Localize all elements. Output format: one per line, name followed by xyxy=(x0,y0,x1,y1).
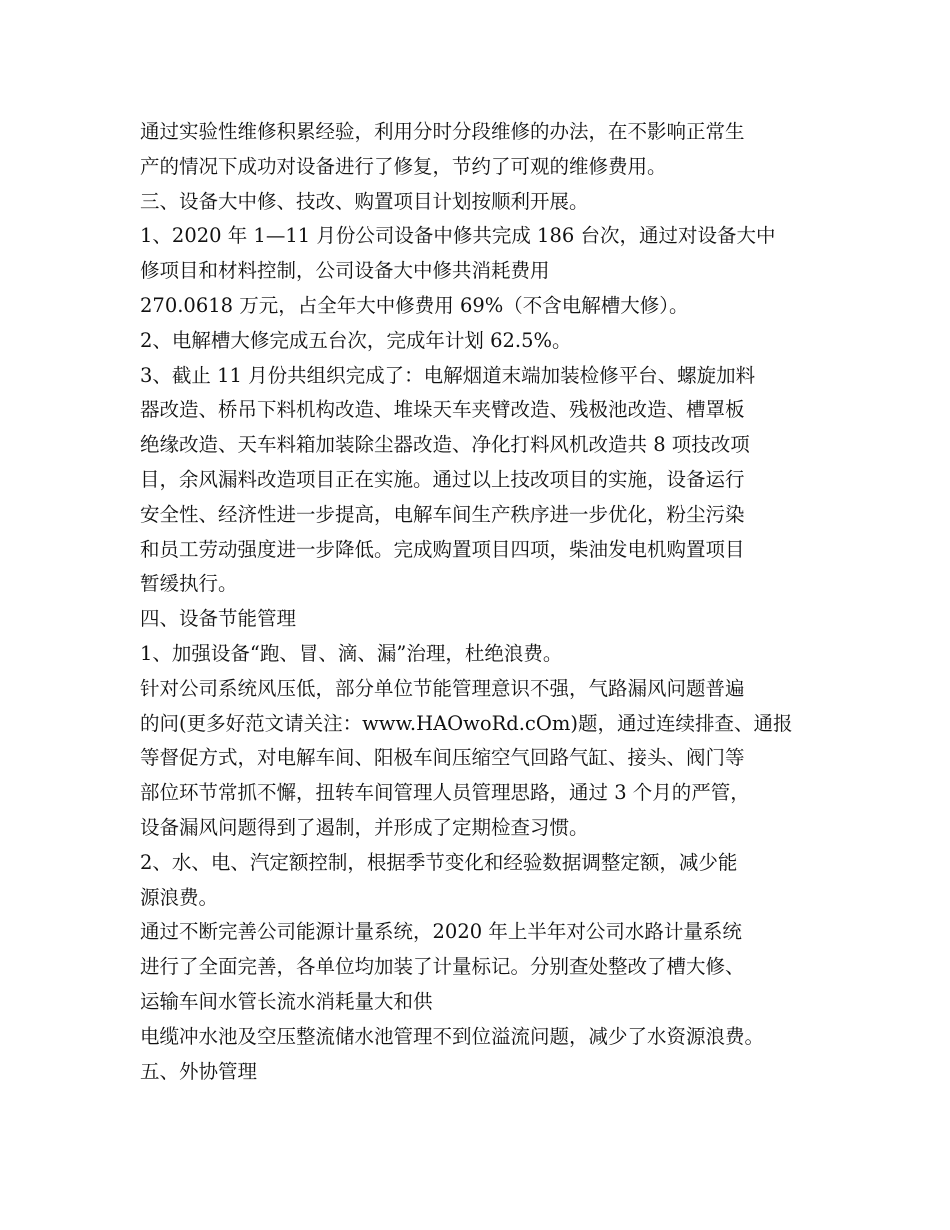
text-line: 安全性、经济性进一步提高，电解车间生产秩序进一步优化，粉尘污染 xyxy=(140,502,745,526)
text-line: 1、加强设备“跑、冒、滴、漏”治理，杜绝浪费。 xyxy=(140,641,563,665)
text-line: 目，余风漏料改造项目正在实施。通过以上技改项目的实施，设备运行 xyxy=(140,467,745,491)
text-line: 通过实验性维修积累经验，利用分时分段维修的办法，在不影响正常生 xyxy=(140,120,745,143)
text-line: 电缆冲水池及空压整流储水池管理不到位溢流问题，减少了水资源浪费。 xyxy=(140,1024,765,1048)
text-line: 修项目和材料控制，公司设备大中修共消耗费用 xyxy=(140,259,550,283)
text-line: 和员工劳动强度进一步降低。完成购置项目四项，柴油发电机购置项目 xyxy=(140,537,745,561)
text-line: 1、2020 年 1—11 月份公司设备中修共完成 186 台次，通过对设备大中 xyxy=(140,224,776,248)
text-line: 设备漏风问题得到了遏制，并形成了定期检查习惯。 xyxy=(140,815,589,839)
text-line: 器改造、桥吊下料机构改造、堆垛天车夹臂改造、残极池改造、槽罩板 xyxy=(140,398,745,422)
document-body xyxy=(140,115,840,1089)
text-line: 2、电解槽大修完成五台次，完成年计划 62.5%。 xyxy=(140,328,572,352)
section-heading: 三、设备大中修、技改、购置项目计划按顺利开展。 xyxy=(140,189,589,213)
text-line: 通过不断完善公司能源计量系统，2020 年上半年对公司水路计量系统 xyxy=(140,920,742,944)
text-line: 等督促方式，对电解车间、阳极车间压缩空气回路气缸、接头、阀门等 xyxy=(140,746,745,770)
text-line: 3、截止 11 月份共组织完成了：电解烟道末端加装检修平台、螺旋加料 xyxy=(140,363,756,387)
text-line: 绝缘改造、天车料箱加装除尘器改造、净化打料风机改造共 8 项技改项 xyxy=(140,433,750,457)
text-line: 部位环节常抓不懈，扭转车间管理人员管理思路，通过 3 个月的严管， xyxy=(140,781,750,805)
text-line: 2、水、电、汽定额控制，根据季节变化和经验数据调整定额，减少能 xyxy=(140,850,738,874)
text-line: 产的情况下成功对设备进行了修复，节约了可观的维修费用。 xyxy=(140,154,667,178)
text-line: 运输车间水管长流水消耗量大和供 xyxy=(140,989,433,1013)
section-heading: 四、设备节能管理 xyxy=(140,607,297,631)
text-line: 暂缓执行。 xyxy=(140,572,238,596)
text-line: 针对公司系统风压低，部分单位节能管理意识不强，气路漏风问题普遍 xyxy=(140,676,745,700)
section-heading: 五、外协管理 xyxy=(140,1059,258,1083)
text-line: 进行了全面完善，各单位均加装了计量标记。分别查处整改了槽大修、 xyxy=(140,955,745,979)
text-line: 的问(更多好范文请关注：www.HAOwoRd.cOm)题，通过连续排查、通报 xyxy=(140,711,793,735)
text-line: 270.0618 万元，占全年大中修费用 69%（不含电解槽大修）。 xyxy=(140,293,689,317)
text-line: 源浪费。 xyxy=(140,885,219,909)
